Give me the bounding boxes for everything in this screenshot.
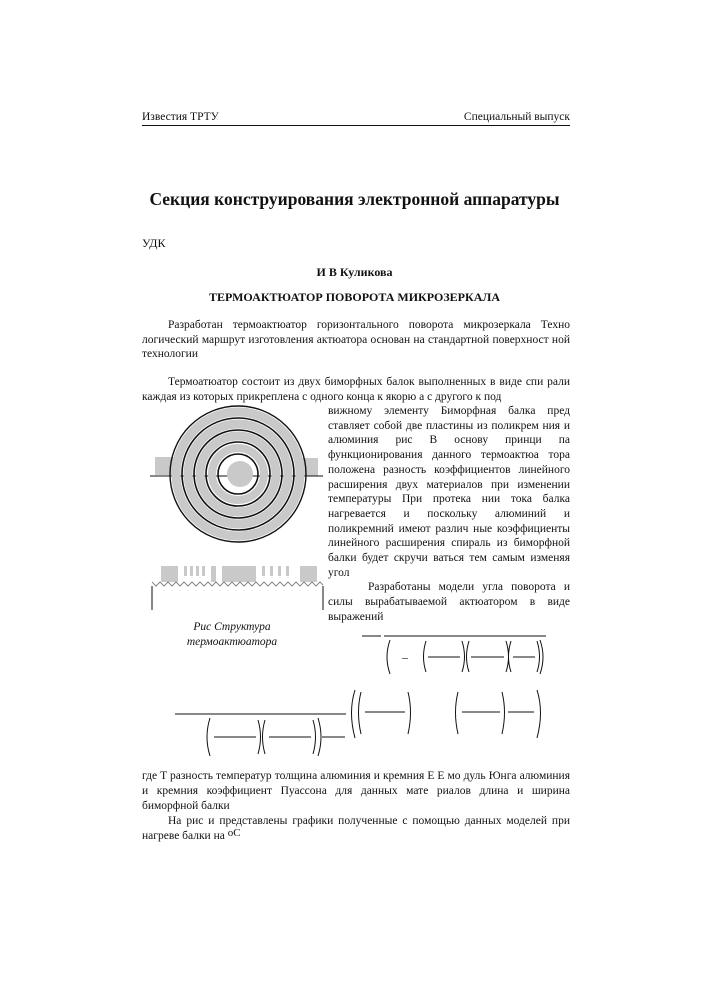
section-block-2 (300, 566, 317, 582)
author: И В Куликова (316, 265, 393, 279)
journal-name: Известия ТРТУ (142, 111, 219, 123)
formula-explanation (142, 769, 570, 844)
substrate-edge (152, 582, 323, 586)
formula-force (175, 690, 541, 756)
results-intro (142, 814, 570, 844)
udk-label: УДК (142, 236, 166, 250)
paper-title: ТЕРМОАКТЮАТОР ПОВОРОТА МИКРОЗЕРКАЛА (209, 290, 500, 304)
variables-description: где T разность температур толщина алюминия и кремния E E мо дуль Юнга алюминия и кремния коэффициент Пуассона для данных мате риалов длина и ширина биморфной балки (142, 770, 570, 812)
formula-angle (362, 636, 546, 674)
cross-section (152, 566, 323, 610)
issue-label: Специальный выпуск (463, 111, 570, 123)
temperature-unit: оC (227, 827, 241, 839)
figure-caption-line-2: термоактюатора (186, 635, 278, 648)
figure-caption-line-1: Рис Структура (193, 621, 271, 633)
section-block-1 (161, 566, 178, 582)
results-intro-text: На рис и представлены графики полученные с помощью данных моделей при нагреве балки на (142, 815, 570, 842)
body-right-column (328, 404, 570, 625)
figure-caption (142, 620, 322, 649)
abstract-text: Разработан термоактюатор горизонтального поворота микрозеркала Техно логический маршрут изготовления актюатора основан на стандартной поверхност ной технологии (142, 319, 570, 361)
section-title: Секция конструирования электронной аппаратуры (149, 189, 560, 209)
body-intro-text: Термоатюатор состоит из двух биморфных балок выполненных в виде спи рали каждая из которых прикреплена с одного конца к якорю а с другого к под (142, 376, 570, 403)
body-right-text-1: вижному элементу Биморфная балка пред ставляет собой две пластины из поликрем ния и алюминия рис В основу принци па функционирования данного термоактюа тора положена разность коэффициентов линейного расширения двух материалов при изменении температуры При протека нии тока балка нагревается и поскольку алюминий и поликремний имеют различ ные коэффициенты линейного расширения спираль из биморфной балки будет скручи ваться тем самым изменяя угол (328, 405, 570, 579)
spiral-structure (150, 406, 323, 542)
mirror-center (227, 461, 253, 487)
section-block-center (222, 566, 256, 582)
formula-minus-sign: – (402, 650, 408, 664)
body-right-text-2: Разработаны модели угла поворота и силы вырабатываемой актюатором в виде выражений (328, 581, 570, 623)
